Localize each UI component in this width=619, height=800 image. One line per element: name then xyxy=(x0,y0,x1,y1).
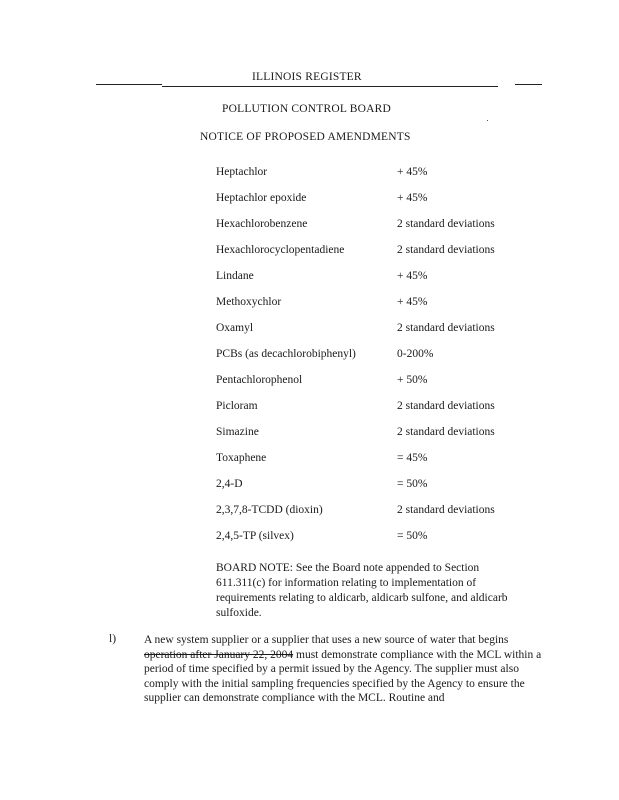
limit-value: = 45% xyxy=(397,452,428,464)
contaminant-name: Oxamyl xyxy=(216,322,254,334)
contaminant-name: Heptachlor xyxy=(216,166,268,178)
register-title: ILLINOIS REGISTER xyxy=(252,71,362,83)
contaminant-name: PCBs (as decachlorobiphenyl) xyxy=(216,348,356,360)
contaminant-name: Hexachlorobenzene xyxy=(216,218,308,230)
scan-speck xyxy=(487,120,488,121)
table-row xyxy=(216,374,536,390)
notice-title: NOTICE OF PROPOSED AMENDMENTS xyxy=(200,131,411,143)
table-row xyxy=(216,530,536,546)
struck-text: operation after January 22, 2004 xyxy=(144,648,294,661)
board-title: POLLUTION CONTROL BOARD xyxy=(222,103,392,115)
board-note: BOARD NOTE: See the Board note appended to Section 611.311(c) for information relating to implementation of requirements relating to aldicarb, aldicarb sulfone, and aldicarb sulfoxide. xyxy=(216,562,508,619)
contaminant-name: Simazine xyxy=(216,426,259,438)
header-rule-left xyxy=(96,84,162,85)
limit-value: 2 standard deviations xyxy=(397,218,495,230)
table-row xyxy=(216,400,536,416)
limit-value: + 45% xyxy=(397,166,428,178)
paragraph-text-end: must demonstrate compliance with the MCL within a period of time specified by a permit issued by the Agency. The supplier must also comply with the initial sampling frequencies specified by the Agency to ensure the supplier can demonstrate compliance with the MCL. Routine and xyxy=(144,648,542,705)
limit-value: + 45% xyxy=(397,270,428,282)
header-rule-middle xyxy=(162,86,498,87)
limit-value: 2 standard deviations xyxy=(397,400,495,412)
limit-value: + 45% xyxy=(397,192,428,204)
contaminant-name: Heptachlor epoxide xyxy=(216,192,307,204)
limit-value: 2 standard deviations xyxy=(397,322,495,334)
limit-value: + 45% xyxy=(397,296,428,308)
paragraph-body xyxy=(144,633,544,706)
contaminant-name: Hexachlorocyclopentadiene xyxy=(216,244,345,256)
table-row xyxy=(216,348,536,364)
table-row xyxy=(216,478,536,494)
limit-value: 0-200% xyxy=(397,348,434,360)
table-row xyxy=(216,192,536,208)
table-row xyxy=(216,322,536,338)
table-row xyxy=(216,452,536,468)
table-row xyxy=(216,218,536,234)
contaminant-name: Toxaphene xyxy=(216,452,267,464)
contaminant-name: 2,3,7,8-TCDD (dioxin) xyxy=(216,504,323,516)
limit-value: + 50% xyxy=(397,374,428,386)
limit-value: 2 standard deviations xyxy=(397,504,495,516)
contaminant-name: Methoxychlor xyxy=(216,296,282,308)
contaminant-name: 2,4,5-TP (silvex) xyxy=(216,530,294,542)
table-row xyxy=(216,166,536,182)
paragraph-label: l) xyxy=(109,633,117,645)
contaminant-name: 2,4-D xyxy=(216,478,243,490)
contaminant-name: Lindane xyxy=(216,270,254,282)
contaminant-name: Pentachlorophenol xyxy=(216,374,303,386)
table-row xyxy=(216,270,536,286)
paragraph-text-start: A new system supplier or a supplier that uses a new source of water that begins xyxy=(144,634,509,646)
table-row xyxy=(216,244,536,260)
limit-value: 2 standard deviations xyxy=(397,426,495,438)
table-row xyxy=(216,504,536,520)
limit-value: 2 standard deviations xyxy=(397,244,495,256)
contaminant-name: Picloram xyxy=(216,400,258,412)
limit-value: = 50% xyxy=(397,478,428,490)
table-row xyxy=(216,296,536,312)
table-row xyxy=(216,426,536,442)
header-rule-right xyxy=(515,84,542,85)
limit-value: = 50% xyxy=(397,530,428,542)
